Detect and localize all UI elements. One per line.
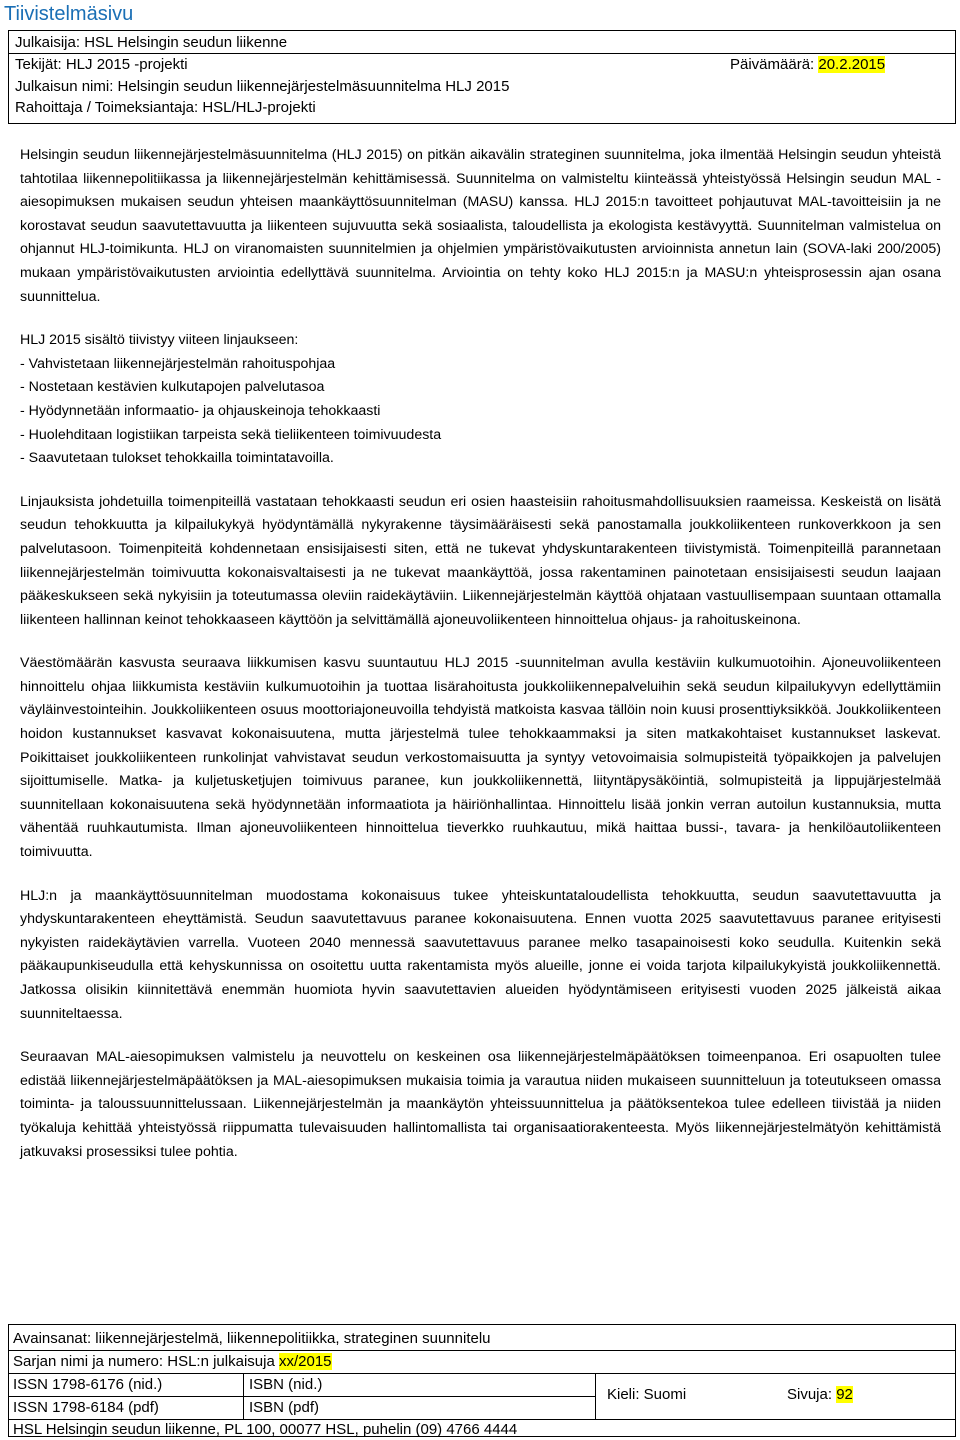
- isbn-print: ISBN (nid.): [249, 1376, 323, 1393]
- pages-label: Sivuja:: [787, 1386, 837, 1403]
- header-box: [8, 30, 956, 124]
- list-item: - Nostetaan kestävien kulkutapojen palvelutasoa: [20, 379, 325, 396]
- language: Kieli: Suomi: [607, 1386, 687, 1403]
- authors: Tekijät: HLJ 2015 -projekti: [15, 56, 188, 73]
- series-value: xx/2015: [278, 1353, 332, 1370]
- footer-divider: [9, 1396, 595, 1397]
- date-value: 20.2.2015: [818, 56, 886, 73]
- list-item: - Hyödynnetään informaatio- ja ohjauskeinoja tehokkaasti: [20, 402, 381, 419]
- header-divider: [9, 53, 955, 54]
- series: [13, 1352, 332, 1372]
- date-label: Päivämäärä:: [730, 56, 819, 73]
- growth-paragraph: Väestömäärän kasvusta seuraava liikkumisen kasvu suuntautuu HLJ 2015 -suunnitelman avulla kestäviin kulkumuotoihin. Ajoneuvoliikenteen hinnoittelu ohjaa liikkumista kestäviin kulkumuotoihin ja tuottaa lisärahoitusta joukkoliikennepalveluihin sekä seudun kilpailukyvyn edellyttämiin väyläinvestointeihin. Joukkoliikenteen osuus moottoriajoneuvoilla tehdyistä matkoista kasvaa tällöin noin kuusi prosenttiyksikköä. Joukkoliikenteen hoidon kustannukset kasvavat kokonaisuutena, mutta järjestelmä tulee tehokkaammaksi ja siten matkakohtaiset kustannukset laskevat. Poikittaiset joukkoliikenteen runkolinjat vahvistavat seudun verkostomaisuutta ja syntyy vetovoimaisia solmupisteitä työpaikkojen ja palvelujen sijoittumiselle. Matka- ja kuljetusketjujen toimivuus paranee, kun joukkoliikennettä, liityntäpysäköintiä, solmupisteitä ja lippujärjestelmää suunnitellaan kokonaisuutena sekä hyödynnetään informaatiota ja häiriönhallintaa. Hinnoittelu lisää jonkin verran autoilun kustannuksia, mutta vähentää ruuhkautumista. Ilman ajoneuvoliikenteen hinnoittelua tieverkko ruuhkautuu, mikä haittaa bussi-, tavara- ja henkilöautoliikenteen toimivuutta.: [20, 655, 941, 861]
- page-title: Tiivistelmäsivu: [4, 3, 134, 25]
- series-label: Sarjan nimi ja numero: HSL:n julkaisuja: [13, 1353, 279, 1370]
- measures-paragraph: Linjauksista johdetuilla toimenpiteillä vastataan tehokkaasti seudun eri osien haasteisiin rahoitusmahdollisuuksien raameissa. Keskeistä on lisätä seudun tehokkuutta ja kilpailukykyä hyödyntämällä nykyrakenne täysimääräisesti sekä panostamalla joukkoliikenteen runkoverkkoon ja sen palvelutasoon. Toimenpiteitä kohdennetaan ensisijaisesti siten, että ne tukevat yhdyskuntarakenteen tiivistymistä. Toimenpiteillä parannetaan liikennejärjestelmän toimivuutta kokonaisvaltaisesti ja ne tukevat maankäyttöä, jossa rakentaminen painotetaan ensisijaisesti seudun laajaan pääkeskukseen sekä nykyisiin ja toteutumassa oleviin raidekäytäviin. Liikennejärjestelmän käyttöä ohjataan vastuullisempaan suuntaan ottamalla liikenteen hallinnan keinot tehokkaaseen käyttöön ja selvittämällä ajoneuvoliikenteen hinnoittelua ohjaus- ja rahoituskeinona.: [20, 493, 941, 628]
- publication-name: Julkaisun nimi: Helsingin seudun liikennejärjestelmäsuunnitelma HLJ 2015: [15, 78, 510, 95]
- implementation-paragraph: Seuraavan MAL-aiesopimuksen valmistelu ja neuvottelu on keskeinen osa liikennejärjestelmäpäätöksen toimeenpanoa. Eri osapuolten tulee edistää liikennejärjestelmäpäätöksen ja MAL-aiesopimuksen mukaisia toimia ja varautua niiden mukaiseen suunnitteluun ja toteutukseen omassa toiminta- ja taloussuunnittelussaan. Liikennejärjestelmän ja maankäytön yhteissuunnittelua ja päätöksentekoa tulee edelleen tiivistää ja niiden työkaluja kehittää yhteistyössä riippumatta tulevaisuuden hallintomallista tai organisaatiorakenteesta. Myös liikennejärjestelmätyön kehittämistä jatkuvaksi prosessiksi tulee pohtia.: [20, 1049, 941, 1160]
- footer-box: [8, 1324, 956, 1437]
- keywords: Avainsanat: liikennejärjestelmä, liikennepolitiikka, strateginen suunnitelu: [13, 1330, 491, 1347]
- isbn-pdf: ISBN (pdf): [249, 1399, 320, 1416]
- list-item: - Vahvistetaan liikennejärjestelmän rahoituspohjaa: [20, 355, 336, 372]
- pages: [787, 1385, 853, 1405]
- funder: Rahoittaja / Toimeksiantaja: HSL/HLJ-projekti: [15, 99, 316, 116]
- list-item: - Huolehditaan logistiikan tarpeista sekä tieliikenteen toimivuudesta: [20, 426, 442, 443]
- date-field: [730, 55, 885, 75]
- footer-divider: [9, 1373, 955, 1374]
- address: HSL Helsingin seudun liikenne, PL 100, 00077 HSL, puhelin (09) 4766 4444: [13, 1421, 518, 1438]
- intro-paragraph: Helsingin seudun liikennejärjestelmäsuunnitelma (HLJ 2015) on pitkän aikavälin strateginen suunnitelma, joka ilmentää Helsingin seudun yhteistä tahtotilaa liikennepolitiikassa ja liikennejärjestelmän kehittämisessä. Suunnitelma on valmisteltu kiinteässä yhteistyössä Helsingin seudun MAL -aiesopimuksen mukaisen seudun yhteisen maankäyttösuunnitelman (MASU) kanssa. HLJ 2015:n tavoitteet pohjautuvat MAL-tavoitteisiin ja ne korostavat seudun saavutettavuutta ja liikenteen sujuvuutta sekä sosiaalista, taloudellista ja ekologista kestävyyttä. Suunnitelman valmistelua on ohjannut HLJ-toimikunta. HLJ on viranomaisten suunnitelmien ja ohjelmien ympäristövaikutusten arvioinnista annetun lain (SOVA-laki 200/2005) mukaan ympäristövaikutusten arviointia edellyttävä suunnitelma. Arviointia on tehty koko HLJ 2015:n ja MASU:n yhteisprosessin ajan osana suunnittelua.: [20, 147, 941, 305]
- land-use-paragraph: HLJ:n ja maankäyttösuunnitelman muodostama kokonaisuus tukee yhteiskuntataloudellista tehokkuutta, seudun saavutettavuutta ja yhdyskuntarakenteen eheyttämistä. Seudun saavutettavuus paranee kokonaisuutena. Ennen vuotta 2025 saavutettavuus paranee erityisesti nykyisten raidekäytävien varrella. Vuoteen 2040 mennessä saavutettavuus paranee melko tasapainoisesti koko seudulla. Kuitenkin sekä pääkaupunkiseudulla että kehyskunnissa on osoitettu uutta rakentamista myös alueille, jonne ei voida tarjota kilpailukykyistä joukkoliikennettä. Jatkossa olisikin kiinnitettävä enemmän huomiota hyvin saavutettavien alueiden hyödyntämiseen erityisesti vuoden 2025 jälkeistä aikaa suunniteltaessa.: [20, 887, 941, 1022]
- issn-pdf: ISSN 1798-6184 (pdf): [13, 1399, 159, 1416]
- footer-vdivider: [595, 1373, 596, 1419]
- footer-vdivider: [243, 1373, 244, 1419]
- pages-value: 92: [836, 1386, 853, 1403]
- policy-list: [20, 353, 941, 471]
- abstract-body: [20, 144, 941, 1164]
- list-item: - Saavutetaan tulokset tehokkailla toimintatavoilla.: [20, 450, 334, 467]
- issn-print: ISSN 1798-6176 (nid.): [13, 1376, 163, 1393]
- publisher: Julkaisija: HSL Helsingin seudun liikenne: [15, 34, 288, 51]
- list-intro: HLJ 2015 sisältö tiivistyy viiteen linjaukseen:: [20, 332, 299, 349]
- footer-divider: [9, 1350, 955, 1351]
